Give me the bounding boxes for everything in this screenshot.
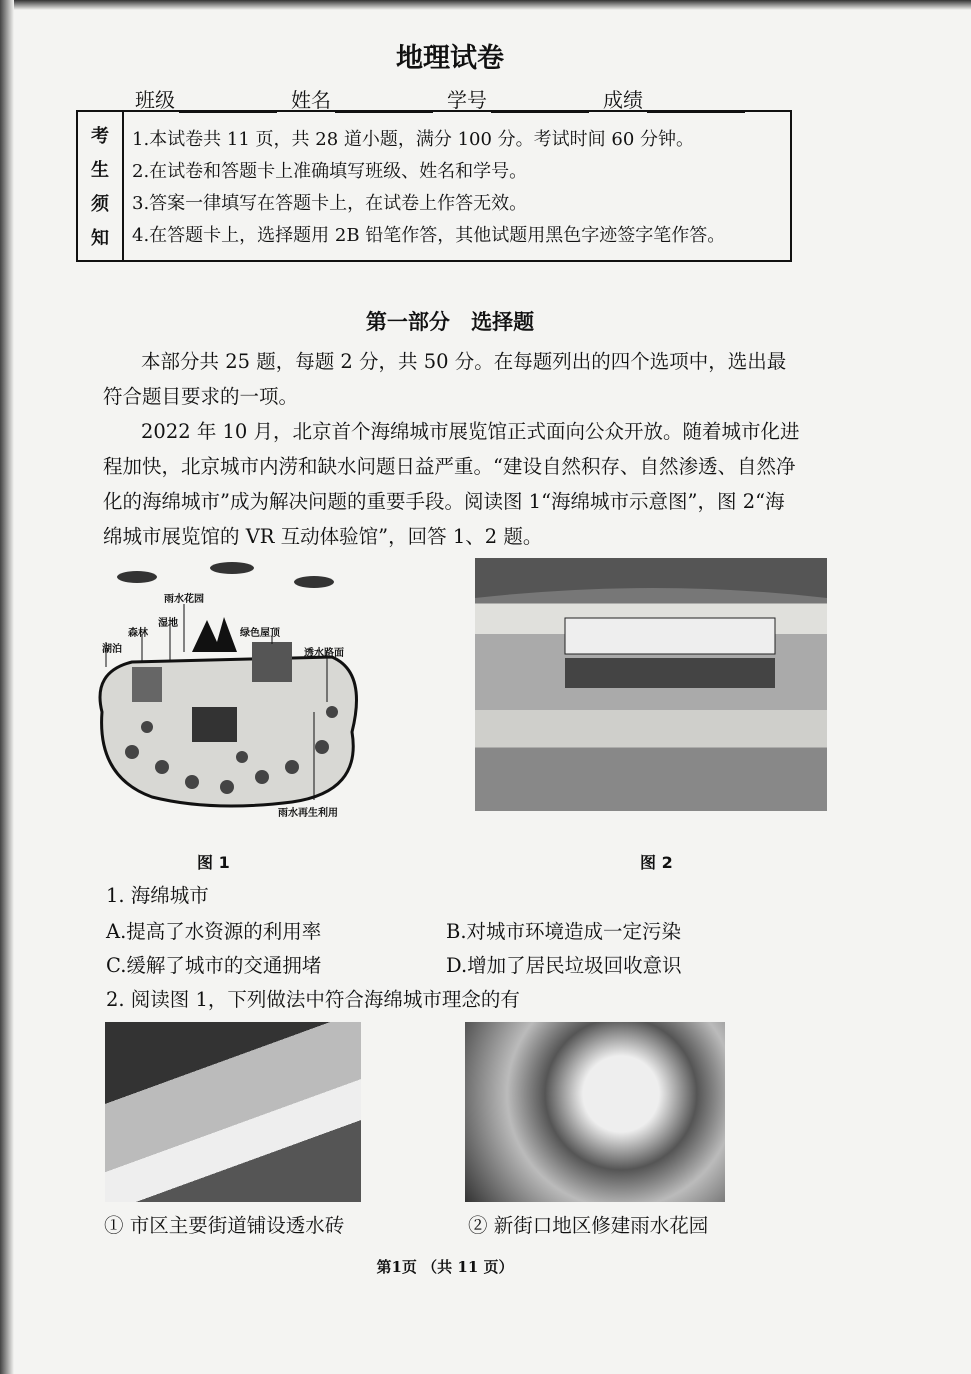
figure2-vr-hall-photo [475, 558, 827, 811]
q1-option-c: C.缓解了城市的交通拥堵 [106, 954, 322, 977]
q1-option-d: D.增加了居民垃圾回收意识 [446, 954, 682, 977]
figure2-caption: 图 2 [640, 853, 673, 872]
q2-image-rain-garden [465, 1022, 725, 1202]
label-green-roof: 绿色屋顶 [240, 628, 280, 639]
label-forest: 森林 [128, 628, 148, 639]
label-lake: 湖泊 [102, 644, 122, 655]
notice-items [124, 112, 733, 260]
q2-image-permeable-bricks [105, 1022, 361, 1202]
notice-item: 4.在答题卡上，选择题用 2B 铅笔作答，其他试题用黑色字迹签字笔作答。 [132, 225, 726, 246]
field-name: 姓名 [291, 84, 433, 113]
field-class: 班级 [135, 84, 277, 113]
label-rain-garden: 雨水花园 [164, 594, 204, 605]
field-score: 成绩 [603, 84, 745, 113]
scan-edge [0, 0, 14, 1374]
label-rainwater-reuse: 雨水再生利用 [278, 808, 338, 819]
passage: 2022 年 10 月，北京首个海绵城市展览馆正式面向公众开放。随着城市化进程加快，北京城市内涝和缺水问题日益严重。“建设自然积存、自然渗透、自然净化的海绵城市”成为解决问题的重要手段。阅读图 1“海绵城市示意图”，图 2“海绵城市展览馆的 VR 互动体验馆”，回答 1、2 题。 [103, 420, 800, 548]
q2-image2-caption: ② 新街口地区修建雨水花园 [468, 1214, 709, 1237]
section-intro: 本部分共 25 题，每题 2 分，共 50 分。在每题列出的四个选项中，选出最符合题目要求的一项。 [103, 350, 787, 408]
notice-label: 考 生 须 知 [78, 112, 124, 260]
q2-image1-caption: ① 市区主要街道铺设透水砖 [104, 1214, 345, 1237]
q1-option-a: A.提高了水资源的利用率 [106, 920, 322, 943]
section-title: 第一部分 选择题 [365, 310, 535, 334]
scan-edge [0, 0, 971, 10]
page-title: 地理试卷 [396, 43, 504, 74]
figure1-caption: 图 1 [197, 853, 230, 872]
page-footer: 第1页 （共 11 页） [376, 1258, 514, 1276]
question-2-stem: 2. 阅读图 1，下列做法中符合海绵城市理念的有 [106, 988, 520, 1011]
exam-notice-box [76, 110, 792, 262]
label-permeable-pavement: 透水路面 [304, 648, 344, 659]
question-1-stem: 1. 海绵城市 [106, 884, 209, 907]
field-id: 学号 [447, 84, 589, 113]
student-info-fields [135, 84, 745, 113]
figure1-sponge-city-diagram [92, 562, 368, 822]
label-wetland: 湿地 [158, 618, 178, 629]
sponge-city-illustration [92, 562, 368, 822]
q1-option-b: B.对城市环境造成一定污染 [446, 920, 682, 943]
notice-item: 3.答案一律填写在答题卡上，在试卷上作答无效。 [132, 193, 528, 214]
notice-item: 1.本试卷共 11 页，共 28 道小题，满分 100 分。考试时间 60 分钟。 [132, 129, 695, 150]
notice-item: 2.在试卷和答题卡上准确填写班级、姓名和学号。 [132, 161, 528, 182]
